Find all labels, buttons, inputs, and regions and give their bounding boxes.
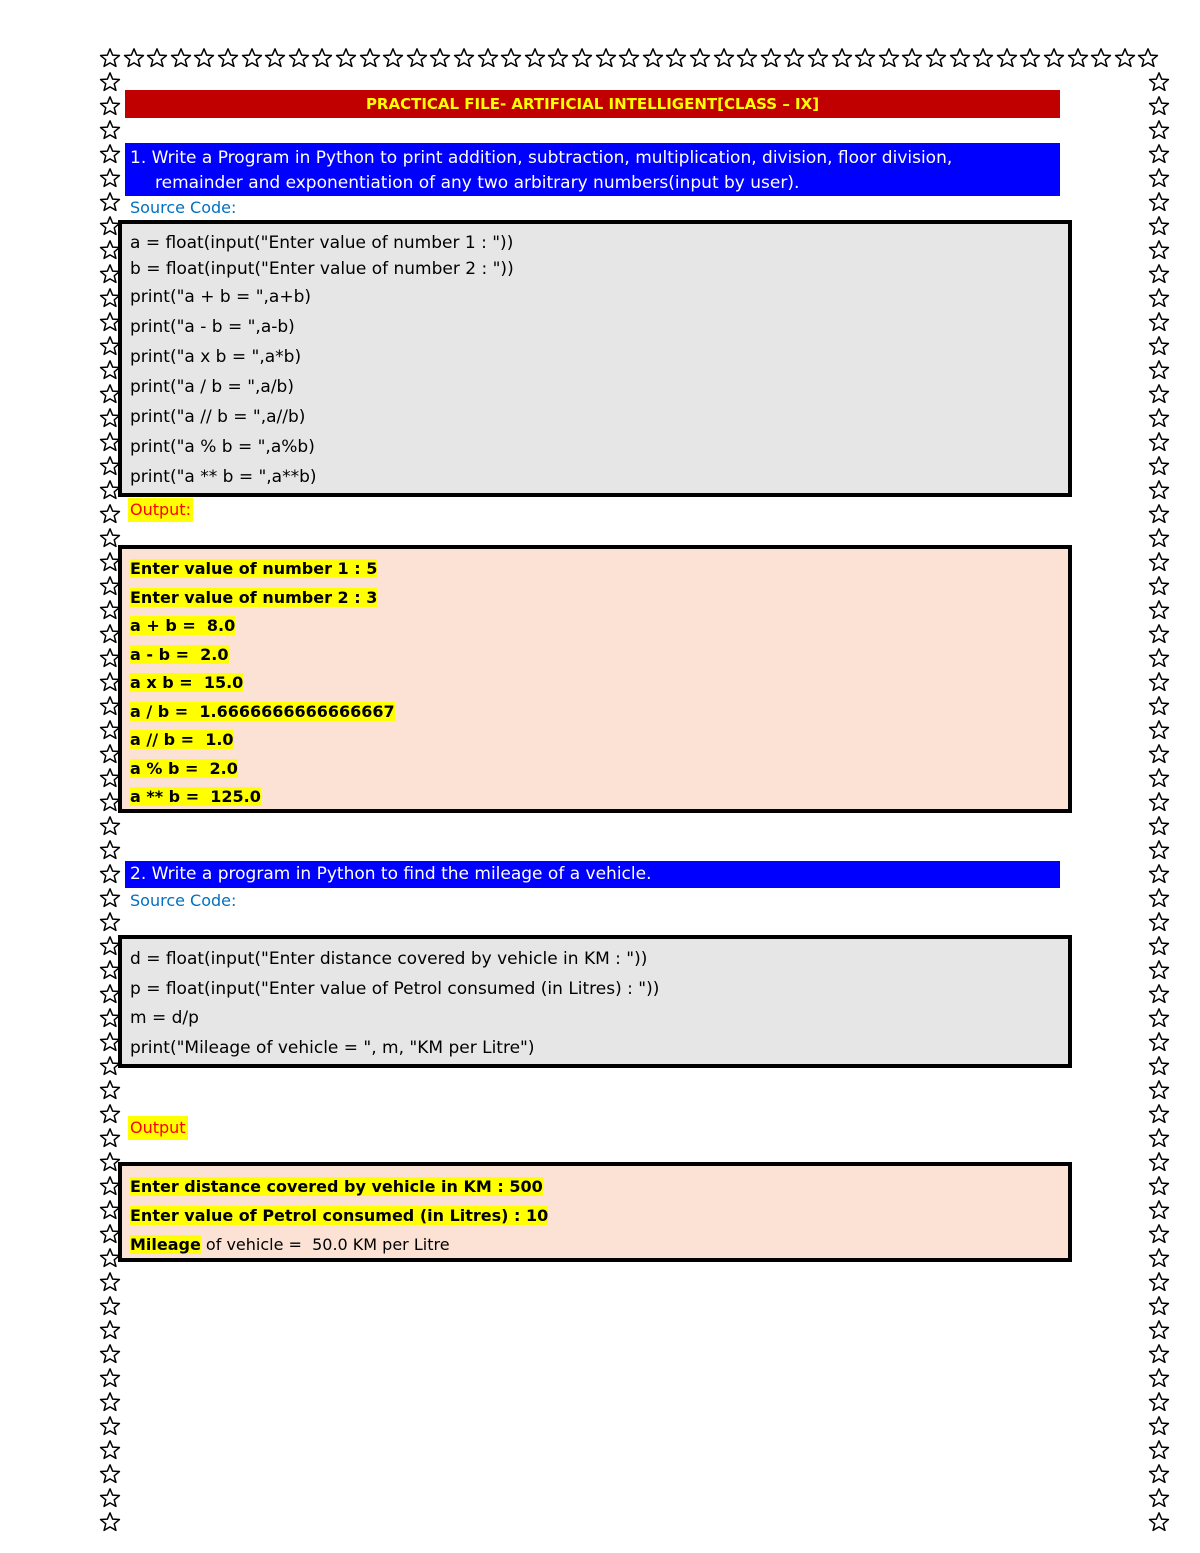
- star-outline-icon: [99, 839, 121, 861]
- star-outline-icon: [1148, 191, 1170, 213]
- star-outline-icon: [99, 1487, 121, 1509]
- star-outline-icon: [99, 1295, 121, 1317]
- star-outline-icon: [854, 47, 876, 69]
- star-outline-icon: [972, 47, 994, 69]
- output-line: [130, 584, 1060, 613]
- star-outline-icon: [1148, 455, 1170, 477]
- output-text: Enter value of number 2 : 3: [130, 587, 378, 607]
- star-outline-icon: [1148, 1487, 1170, 1509]
- star-outline-icon: [925, 47, 947, 69]
- star-outline-icon: [1148, 71, 1170, 93]
- question-2-line-1: 2. Write a program in Python to find the mileage of a vehicle.: [130, 864, 652, 884]
- star-outline-icon: [99, 1079, 121, 1101]
- star-outline-icon: [241, 47, 263, 69]
- star-outline-icon: [99, 863, 121, 885]
- star-outline-icon: [807, 47, 829, 69]
- star-outline-icon: [1148, 503, 1170, 525]
- star-outline-icon: [1148, 959, 1170, 981]
- star-outline-icon: [547, 47, 569, 69]
- star-outline-icon: [1148, 1031, 1170, 1053]
- star-outline-icon: [1148, 1295, 1170, 1317]
- star-outline-icon: [170, 47, 192, 69]
- question-1-line-2: remainder and exponentiation of any two arbitrary numbers(input by user).: [155, 173, 800, 193]
- star-outline-icon: [1148, 719, 1170, 741]
- star-outline-icon: [996, 47, 1018, 69]
- star-outline-icon: [1148, 239, 1170, 261]
- star-outline-icon: [99, 1103, 121, 1125]
- output-line: [130, 555, 1060, 584]
- star-outline-icon: [99, 71, 121, 93]
- code-line: m = d/p: [130, 1008, 199, 1028]
- question-1-line-1: 1. Write a Program in Python to print addition, subtraction, multiplication, division, floor division,: [130, 148, 953, 168]
- star-outline-icon: [1148, 1391, 1170, 1413]
- star-outline-icon: [878, 47, 900, 69]
- star-outline-icon: [99, 1343, 121, 1365]
- star-outline-icon: [1148, 263, 1170, 285]
- star-outline-icon: [1148, 95, 1170, 117]
- star-outline-icon: [1148, 935, 1170, 957]
- star-outline-icon: [99, 119, 121, 141]
- star-outline-icon: [1148, 647, 1170, 669]
- output-text: a x b = 15.0: [130, 673, 244, 692]
- star-outline-icon: [1148, 1151, 1170, 1173]
- star-outline-icon: [453, 47, 475, 69]
- star-outline-icon: [1148, 167, 1170, 189]
- star-outline-icon: [1148, 479, 1170, 501]
- star-outline-icon: [831, 47, 853, 69]
- star-outline-icon: [99, 1367, 121, 1389]
- output-line: [130, 669, 1060, 698]
- star-outline-icon: [760, 47, 782, 69]
- star-outline-icon: [1148, 911, 1170, 933]
- star-outline-icon: [146, 47, 168, 69]
- star-outline-icon: [1148, 215, 1170, 237]
- question-2-header: [125, 861, 1060, 888]
- star-outline-icon: [571, 47, 593, 69]
- star-outline-icon: [99, 1319, 121, 1341]
- page-title: PRACTICAL FILE- ARTIFICIAL INTELLIGENT[CLASS – IX]: [125, 90, 1060, 118]
- output-block-2: [118, 1162, 1072, 1262]
- star-outline-icon: [1148, 791, 1170, 813]
- star-outline-icon: [99, 95, 121, 117]
- output-line: [130, 641, 1060, 670]
- star-outline-icon: [99, 1415, 121, 1437]
- star-outline-icon: [689, 47, 711, 69]
- output-line: [130, 612, 1060, 641]
- star-outline-icon: [1148, 1367, 1170, 1389]
- star-outline-icon: [217, 47, 239, 69]
- star-outline-icon: [1148, 1463, 1170, 1485]
- star-outline-icon: [382, 47, 404, 69]
- star-outline-icon: [642, 47, 664, 69]
- star-outline-icon: [1019, 47, 1041, 69]
- star-outline-icon: [1148, 815, 1170, 837]
- output-line: [130, 1230, 1060, 1259]
- star-outline-icon: [736, 47, 758, 69]
- star-outline-icon: [1148, 1319, 1170, 1341]
- star-outline-icon: [1148, 863, 1170, 885]
- star-outline-icon: [665, 47, 687, 69]
- star-outline-icon: [1148, 1415, 1170, 1437]
- star-outline-icon: [1148, 1175, 1170, 1197]
- star-outline-icon: [99, 191, 121, 213]
- star-outline-icon: [1148, 1343, 1170, 1365]
- star-outline-icon: [1148, 335, 1170, 357]
- star-outline-icon: [1148, 767, 1170, 789]
- star-outline-icon: [1148, 383, 1170, 405]
- code-line: b = float(input("Enter value of number 2 : ")): [130, 259, 514, 279]
- star-outline-icon: [288, 47, 310, 69]
- star-outline-icon: [618, 47, 640, 69]
- star-outline-icon: [500, 47, 522, 69]
- star-outline-icon: [1148, 839, 1170, 861]
- star-outline-icon: [1148, 1223, 1170, 1245]
- star-outline-icon: [99, 1463, 121, 1485]
- star-outline-icon: [901, 47, 923, 69]
- star-outline-icon: [99, 911, 121, 933]
- star-outline-icon: [1067, 47, 1089, 69]
- output-text: of vehicle = 50.0 KM per Litre: [200, 1235, 450, 1254]
- star-outline-icon: [477, 47, 499, 69]
- star-outline-icon: [99, 815, 121, 837]
- star-outline-icon: [1148, 1127, 1170, 1149]
- star-outline-icon: [524, 47, 546, 69]
- star-outline-icon: [99, 1271, 121, 1293]
- star-outline-icon: [99, 887, 121, 909]
- output-text: a + b = 8.0: [130, 616, 236, 635]
- star-outline-icon: [1148, 287, 1170, 309]
- star-outline-icon: [1148, 311, 1170, 333]
- star-outline-icon: [1148, 1511, 1170, 1533]
- output-text: a ** b = 125.0: [130, 787, 261, 806]
- star-outline-icon: [123, 47, 145, 69]
- code-line: print("Mileage of vehicle = ", m, "KM per Litre"): [130, 1037, 535, 1058]
- output-text: Mileage: [130, 1235, 201, 1254]
- star-outline-icon: [1114, 47, 1136, 69]
- output-label-2: Output: [128, 1116, 188, 1140]
- star-outline-icon: [193, 47, 215, 69]
- star-outline-icon: [429, 47, 451, 69]
- star-outline-icon: [1148, 1103, 1170, 1125]
- star-outline-icon: [264, 47, 286, 69]
- source-code-label-2: Source Code:: [130, 891, 237, 910]
- star-outline-icon: [1148, 575, 1170, 597]
- question-1-header: [125, 143, 1060, 196]
- star-outline-icon: [1148, 1199, 1170, 1221]
- star-outline-icon: [1148, 623, 1170, 645]
- output-text: a % b = 2.0: [130, 758, 238, 778]
- output-text: a - b = 2.0: [130, 644, 229, 664]
- star-outline-icon: [1148, 1271, 1170, 1293]
- code-line: p = float(input("Enter value of Petrol consumed (in Litres) : ")): [130, 978, 660, 999]
- star-outline-icon: [99, 1391, 121, 1413]
- output-text: a // b = 1.0: [130, 730, 234, 749]
- star-outline-icon: [1137, 47, 1159, 69]
- star-outline-icon: [359, 47, 381, 69]
- star-outline-icon: [1148, 671, 1170, 693]
- output-text: a / b = 1.6666666666666667: [130, 701, 395, 721]
- output-line: [130, 1172, 1060, 1201]
- star-outline-icon: [99, 1439, 121, 1461]
- output-text: Enter value of number 1 : 5: [130, 559, 378, 578]
- output-line: [130, 755, 1060, 784]
- code-line: print("a + b = ",a+b): [130, 287, 312, 307]
- star-outline-icon: [1148, 119, 1170, 141]
- star-outline-icon: [99, 47, 121, 69]
- star-outline-icon: [1148, 527, 1170, 549]
- star-outline-icon: [1148, 1007, 1170, 1029]
- output-text: Enter value of Petrol consumed (in Litres) : 10: [130, 1206, 549, 1225]
- star-outline-icon: [99, 167, 121, 189]
- star-outline-icon: [1148, 1247, 1170, 1269]
- output-line: [130, 726, 1060, 755]
- star-outline-icon: [1148, 359, 1170, 381]
- output-text: Enter distance covered by vehicle in KM : 500: [130, 1177, 543, 1196]
- star-outline-icon: [1148, 1055, 1170, 1077]
- star-outline-icon: [99, 143, 121, 165]
- code-line: print("a % b = ",a%b): [130, 437, 315, 457]
- output-line: [130, 1201, 1060, 1230]
- star-outline-icon: [1148, 551, 1170, 573]
- code-line: print("a // b = ",a//b): [130, 407, 306, 427]
- output-block-1: [118, 545, 1072, 813]
- code-line: print("a ** b = ",a**b): [130, 467, 317, 487]
- star-outline-icon: [1148, 983, 1170, 1005]
- star-outline-icon: [1148, 743, 1170, 765]
- code-line: print("a / b = ",a/b): [130, 377, 294, 397]
- star-outline-icon: [1148, 431, 1170, 453]
- star-outline-icon: [1148, 599, 1170, 621]
- star-outline-icon: [311, 47, 333, 69]
- star-outline-icon: [406, 47, 428, 69]
- star-outline-icon: [335, 47, 357, 69]
- star-outline-icon: [783, 47, 805, 69]
- star-outline-icon: [713, 47, 735, 69]
- source-code-label-1: Source Code:: [130, 198, 237, 217]
- code-line: print("a - b = ",a-b): [130, 317, 295, 337]
- star-outline-icon: [99, 503, 121, 525]
- star-outline-icon: [949, 47, 971, 69]
- star-outline-icon: [1090, 47, 1112, 69]
- star-outline-icon: [595, 47, 617, 69]
- code-line: a = float(input("Enter value of number 1 : ")): [130, 233, 514, 253]
- star-outline-icon: [1148, 1079, 1170, 1101]
- code-line: print("a x b = ",a*b): [130, 347, 302, 367]
- code-block-2: [118, 935, 1072, 1068]
- star-outline-icon: [1043, 47, 1065, 69]
- code-line: d = float(input("Enter distance covered by vehicle in KM : ")): [130, 949, 648, 969]
- output-label-1: Output:: [128, 498, 193, 522]
- code-block-1: [118, 220, 1072, 497]
- output-line: [130, 698, 1060, 727]
- star-outline-icon: [99, 1127, 121, 1149]
- star-outline-icon: [1148, 143, 1170, 165]
- star-outline-icon: [1148, 1439, 1170, 1461]
- star-outline-icon: [1148, 887, 1170, 909]
- star-outline-icon: [1148, 407, 1170, 429]
- star-outline-icon: [99, 1511, 121, 1533]
- output-line: [130, 783, 1060, 812]
- star-outline-icon: [1148, 695, 1170, 717]
